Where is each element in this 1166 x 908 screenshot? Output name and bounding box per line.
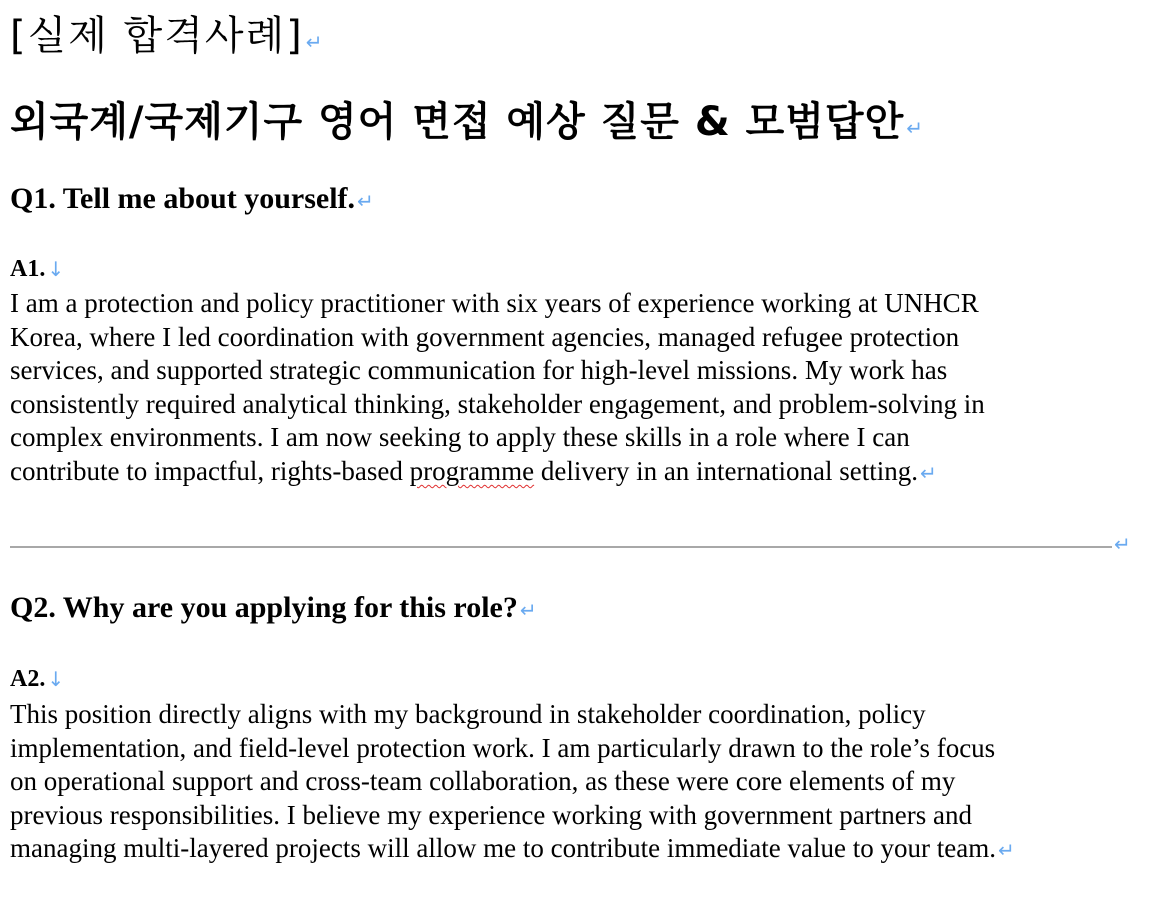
text-line: implementation, and field-level protection work. I am particularly drawn to the role’s focus [10,732,996,763]
line-break-mark-icon: ↓ [47,667,65,691]
answer-label-text: A2. [10,666,46,692]
text-line: complex environments. I am now seeking to apply these skills in a role where I can [10,422,910,453]
question-1 [10,182,374,216]
text-line [10,455,985,491]
paragraph-mark-icon: ↵ [920,460,937,485]
answer-2-paragraph [10,698,1015,868]
question-text: Q2. Why are you applying for this role? [10,591,518,624]
text-line: This position directly aligns with my background in stakeholder coordination, policy [10,699,926,729]
answer-label-text: A1. [10,256,46,282]
document-title [10,4,325,61]
answer-1-label [10,256,64,283]
text-line: I am a protection and policy practitioner with six years of experience working at UNHCR [10,288,979,318]
horizontal-rule [10,546,1112,548]
text-line [10,832,1015,868]
title-text: [실제 합격사례] [10,13,304,59]
text-line: Korea, where I led coordination with government agencies, managed refugee protection [10,321,960,352]
line-break-mark-icon: ↓ [47,257,65,281]
question-text: Q1. Tell me about yourself. [10,182,356,215]
answer-2-label [10,666,64,693]
text-segment: contribute to impactful, rights-based [10,455,410,486]
text-segment: managing multi-layered projects will allow me to contribute immediate value to your team. [10,833,996,864]
text-line: on operational support and cross-team collaboration, as these were core elements of my [10,766,956,797]
paragraph-mark-icon: ↵ [997,838,1015,863]
spelling-error-word[interactable]: programme [409,455,535,486]
text-line: services, and supported strategic communication for high-level missions. My work has [10,355,948,386]
paragraph-mark-icon: ↵ [305,30,325,54]
paragraph-mark-icon: ↵ [357,189,374,213]
question-2 [10,591,537,625]
subtitle-text: 외국계/국제기구 영어 면접 예상 질문 & 모범답안 [10,99,905,145]
paragraph-mark-icon: ↵ [519,598,537,622]
text-line: consistently required analytical thinking, stakeholder engagement, and problem-solving in [10,388,985,419]
paragraph-mark-icon: ↵ [1114,532,1131,556]
answer-1-paragraph [10,287,985,491]
text-line: previous responsibilities. I believe my experience working with government partners and [10,799,972,830]
document-subtitle [10,90,924,147]
paragraph-mark-icon: ↵ [906,116,924,140]
text-segment: delivery in an international setting. [534,455,919,486]
